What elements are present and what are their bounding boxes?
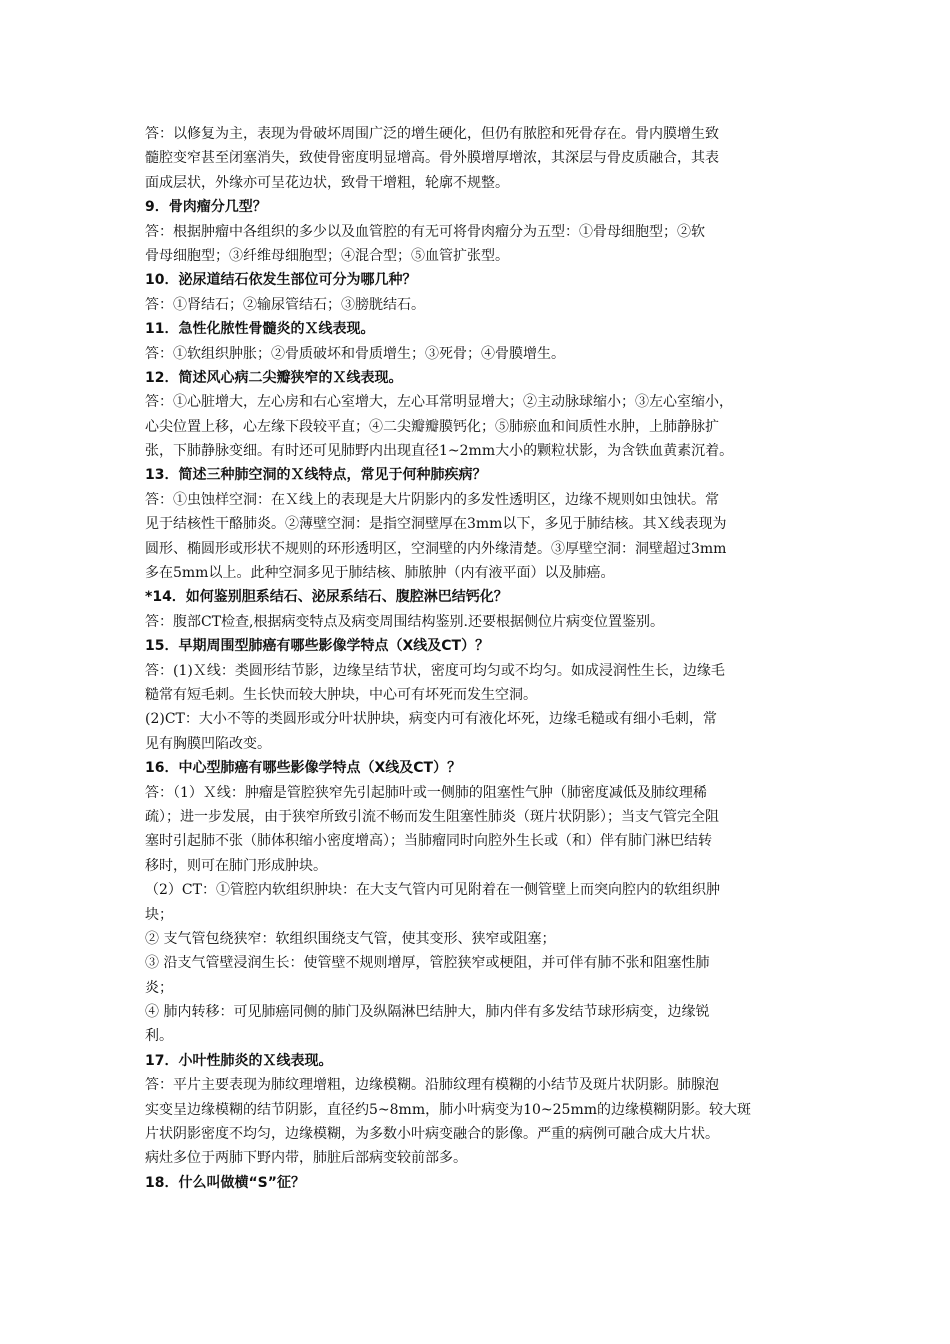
document-body (145, 122, 813, 1195)
question-heading: 13．简述三种肺空洞的Ｘ线特点，常见于何种肺疾病？ (145, 467, 487, 484)
answer-text-line: 面成层状，外缘亦可呈花边状，致骨干增粗，轮廓不规整。 (145, 174, 509, 191)
answer-text-line: 利。 (145, 1028, 173, 1045)
answer-text-line: 心尖位置上移，心左缘下段较平直；④二尖瓣瓣膜钙化；⑤肺瘀血和间质性水肿，上肺静脉扩 (145, 418, 719, 435)
answer-text-line: 张，下肺静脉变细。有时还可见肺野内出现直径1~2mm大小的颗粒状影，为含铁血黄素沉着。 (145, 443, 734, 460)
answer-text-line: 见有胸膜凹陷改变。 (145, 735, 271, 752)
answer-text-line: 片状阴影密度不均匀，边缘模糊，为多数小叶病变融合的影像。严重的病例可融合成大片状。 (145, 1126, 719, 1143)
answer-text-line: 答：①虫蚀样空洞：在Ｘ线上的表现是大片阴影内的多发性透明区，边缘不规则如虫蚀状。常 (145, 491, 719, 508)
answer-text-line: 答：①心脏增大，左心房和右心室增大，左心耳常明显增大；②主动脉球缩小；③左心室缩小， (145, 394, 733, 411)
answer-text-line: 答：根据肿瘤中各组织的多少以及血管腔的有无可将骨肉瘤分为五型：①骨母细胞型；②软 (145, 223, 705, 240)
answer-text-line: ④ 肺内转移：可见肺癌同侧的肺门及纵隔淋巴结肿大，肺内伴有多发结节球形病变，边缘锐 (145, 1004, 710, 1021)
answer-text-line: 髓腔变窄甚至闭塞消失，致使骨密度明显增高。骨外膜增厚增浓，其深层与骨皮质融合，其表 (145, 150, 719, 167)
answer-text-line: 答：腹部CT检查,根据病变特点及病变周围结构鉴别.还要根据侧位片病变位置鉴别。 (145, 613, 664, 630)
answer-text-line: 塞时引起肺不张（肺体积缩小密度增高）；当肺瘤同时向腔外生长或（和）伴有肺门淋巴结转 (145, 833, 712, 850)
question-heading: 15．早期周围型肺癌有哪些影像学特点（X线及CT）？ (145, 638, 490, 655)
question-heading: 12．简述风心病二尖瓣狭窄的Ｘ线表现。 (145, 369, 403, 386)
answer-text-line: 圆形、椭圆形或形状不规则的环形透明区，空洞壁的内外缘清楚。③厚壁空洞：洞壁超过3mm (145, 540, 727, 557)
answer-text-line: （2）CT：①管腔内软组织肿块：在大支气管内可见附着在一侧管壁上而突向腔内的软组织肿 (145, 882, 720, 899)
question-heading: *14．如何鉴别胆系结石、泌尿系结石、腹腔淋巴结钙化？ (145, 589, 508, 606)
question-heading: 16．中心型肺癌有哪些影像学特点（X线及CT）？ (145, 760, 462, 777)
answer-text-line: (2)CT：大小不等的类圆形或分叶状肿块，病变内可有液化坏死，边缘毛糙或有细小毛刺，常 (145, 711, 717, 728)
answer-text-line: 病灶多位于两肺下野内带，肺脏后部病变较前部多。 (145, 1150, 467, 1167)
answer-text-line: 答：平片主要表现为肺纹理增粗，边缘模糊。沿肺纹理有模糊的小结节及斑片状阴影。肺腺泡 (145, 1077, 719, 1094)
answer-text-line: 答：①软组织肿胀；②骨质破坏和骨质增生；③死骨；④骨膜增生。 (145, 345, 565, 362)
answer-text-line: 答：以修复为主，表现为骨破坏周围广泛的增生硬化，但仍有脓腔和死骨存在。骨内膜增生致 (145, 126, 719, 142)
answer-text-line: 多在5mm以上。此种空洞多见于肺结核、肺脓肿（内有液平面）以及肺癌。 (145, 565, 615, 582)
answer-text-line: 糙常有短毛刺。生长快而较大肿块，中心可有坏死而发生空洞。 (145, 686, 537, 703)
question-heading: 18．什么叫做横“S”征？ (145, 1174, 305, 1191)
answer-text-line: 块； (145, 906, 173, 923)
answer-text-line: 答：（1）Ｘ线：肿瘤是管腔狭窄先引起肺叶或一侧肺的阻塞性气肿（肺密度减低及肺纹理稀 (145, 784, 707, 801)
answer-text-line: 见于结核性干酪肺炎。②薄壁空洞：是指空洞壁厚在3mm以下，多见于肺结核。其Ｘ线表现为 (145, 516, 727, 533)
question-heading: 10．泌尿道结石依发生部位可分为哪几种？ (145, 272, 417, 289)
answer-text-line: 答：①肾结石；②输尿管结石；③膀胱结石。 (145, 296, 425, 313)
answer-text-line: 骨母细胞型；③纤维母细胞型；④混合型；⑤血管扩张型。 (145, 247, 509, 264)
answer-text-line: 疏）；进一步发展，由于狭窄所致引流不畅而发生阻塞性肺炎（斑片状阴影）；当支气管完全阻 (145, 808, 719, 825)
question-heading: 17．小叶性肺炎的Ｘ线表现。 (145, 1052, 333, 1069)
question-heading: 9．骨肉瘤分几型？ (145, 199, 267, 216)
answer-text-line: ② 支气管包绕狭窄：软组织围绕支气管，使其变形、狭窄或阻塞； (145, 930, 556, 947)
question-heading: 11．急性化脓性骨髓炎的Ｘ线表现。 (145, 321, 375, 338)
answer-text-line: 答：(1)Ｘ线：类圆形结节影，边缘呈结节状，密度可均匀或不均匀。如成浸润性生长，边缘毛 (145, 662, 725, 679)
answer-text-line: 移时，则可在肺门形成肿块。 (145, 857, 327, 874)
answer-text-line: ③ 沿支气管壁浸润生长：使管壁不规则增厚，管腔狭窄或梗阻，并可伴有肺不张和阻塞性肺 (145, 955, 710, 972)
answer-text-line: 实变呈边缘模糊的结节阴影，直径约5~8mm，肺小叶病变为10~25mm的边缘模糊阴影。较大斑 (145, 1101, 752, 1118)
answer-text-line: 炎； (145, 979, 173, 996)
